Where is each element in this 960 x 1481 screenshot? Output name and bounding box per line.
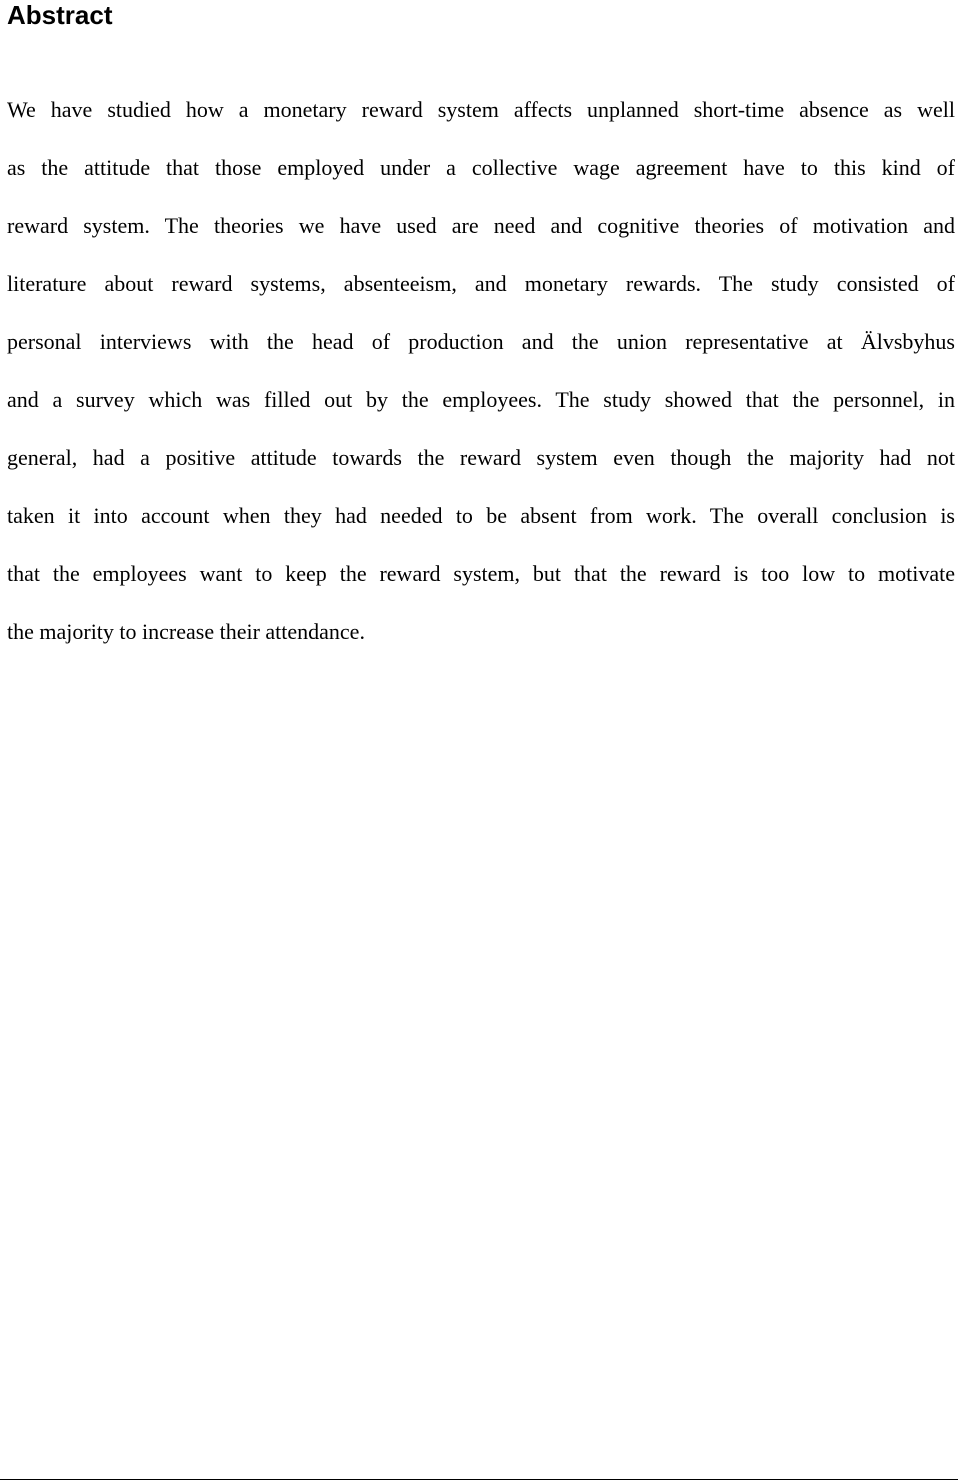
paragraph-line: and a survey which was filled out by the employees. The study showed that the personnel, in (7, 387, 955, 412)
paragraph-line: taken it into account when they had needed to be absent from work. The overall conclusion is (7, 503, 955, 528)
section-heading: Abstract (7, 0, 113, 30)
paragraph-line: the majority to increase their attendance. (7, 619, 365, 644)
paragraph-line: as the attitude that those employed under a collective wage agreement have to this kind of (7, 155, 955, 180)
paragraph-line: We have studied how a monetary reward system affects unplanned short-time absence as well (7, 97, 955, 122)
paragraph-line: literature about reward systems, absenteeism, and monetary rewards. The study consisted of (7, 271, 955, 296)
footer-divider (0, 1479, 958, 1480)
paragraph-line: reward system. The theories we have used are need and cognitive theories of motivation and (7, 213, 955, 238)
abstract-paragraph (7, 81, 955, 661)
paragraph-line: personal interviews with the head of production and the union representative at Älvsbyhus (7, 329, 955, 354)
paragraph-line: that the employees want to keep the reward system, but that the reward is too low to motivate (7, 561, 955, 586)
paragraph-line: general, had a positive attitude towards the reward system even though the majority had not (7, 445, 955, 470)
